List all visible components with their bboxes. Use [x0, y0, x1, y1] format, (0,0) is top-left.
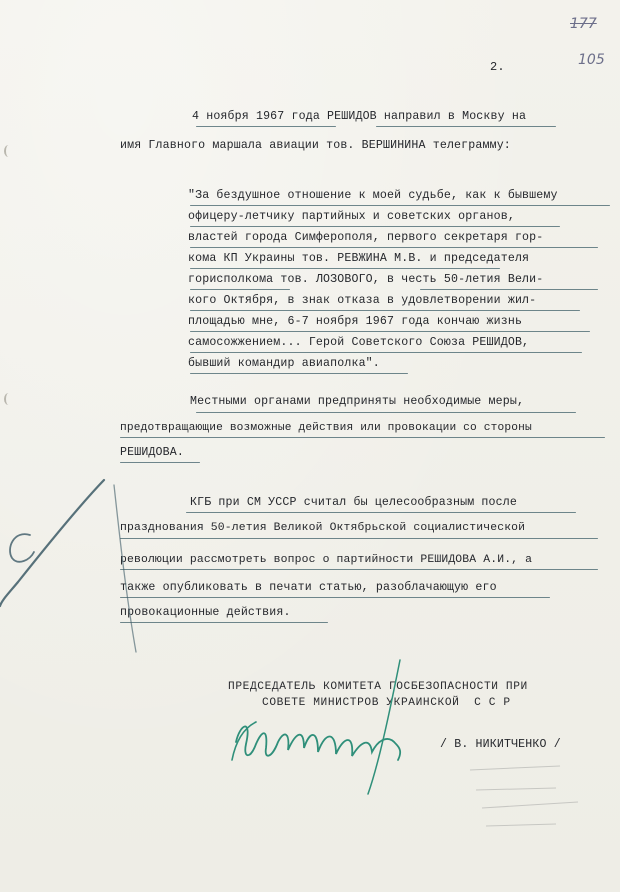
- faint-pencil-notes: [470, 766, 578, 826]
- paragraph-2-line: РЕШИДОВА.: [120, 446, 184, 459]
- signatory-title-line: ПРЕДСЕДАТЕЛЬ КОМИТЕТА ГОСБЕЗОПАСНОСТИ ПРИ: [228, 681, 528, 693]
- telegram-quote-line: площадью мне, 6-7 ноября 1967 года кончаю жизнь: [188, 315, 523, 328]
- paragraph-3-line: КГБ при СМ УССР считал бы целесообразным после: [190, 496, 517, 509]
- telegram-quote-line: кого Октября, в знак отказа в удовлетворении жил-: [188, 294, 537, 307]
- signatory-title-line: СОВЕТЕ МИНИСТРОВ УКРАИНСКОЙ С С Р: [262, 697, 511, 709]
- handwritten-signature: [236, 726, 400, 760]
- paragraph-2-line: предотвращающие возможные действия или провокации со стороны: [120, 422, 532, 434]
- telegram-quote-line: кома КП Украины тов. РЕВЖИНА М.В. и председателя: [188, 252, 530, 265]
- paragraph-3-line: также опубликовать в печати статью, разоблачающую его: [120, 581, 497, 594]
- signatory-name: / В. НИКИТЧЕНКО /: [440, 738, 561, 751]
- paragraph-3-line: празднования 50-летия Великой Октябрьской социалистической: [120, 522, 526, 534]
- telegram-quote-line: бывший командир авиаполка".: [188, 357, 380, 370]
- telegram-quote-line: "За бездушное отношение к моей судьбе, как к бывшему: [188, 189, 558, 202]
- telegram-quote-line: офицеру-летчику партийных и советских органов,: [188, 210, 515, 223]
- paragraph-2-line: Местными органами предприняты необходимые меры,: [190, 395, 525, 408]
- archive-folio-struck: 177: [570, 16, 597, 32]
- margin-pencil-mark: [0, 480, 104, 606]
- handwritten-signature: [368, 660, 400, 794]
- telegram-quote-line: горисполкома тов. ЛОЗОВОГО, в честь 50-летия Вели-: [188, 273, 544, 286]
- archive-folio-number: 105: [578, 52, 605, 68]
- paragraph-1-line: 4 ноября 1967 года РЕШИДОВ направил в Москву на: [192, 110, 527, 123]
- telegram-quote-line: самосожжением... Герой Советского Союза РЕШИДОВ,: [188, 336, 530, 349]
- paragraph-3-line: революции рассмотреть вопрос о партийности РЕШИДОВА А.И., а: [120, 554, 533, 566]
- margin-pencil-mark: [10, 534, 34, 562]
- paragraph-3-line: провокационные действия.: [120, 606, 291, 619]
- margin-pencil-mark: [114, 485, 136, 652]
- telegram-quote-line: властей города Симферополя, первого секретаря гор-: [188, 231, 544, 244]
- paragraph-1-line: имя Главного маршала авиации тов. ВЕРШИНИНА телеграмму:: [120, 139, 511, 152]
- page-number: 2.: [490, 60, 505, 74]
